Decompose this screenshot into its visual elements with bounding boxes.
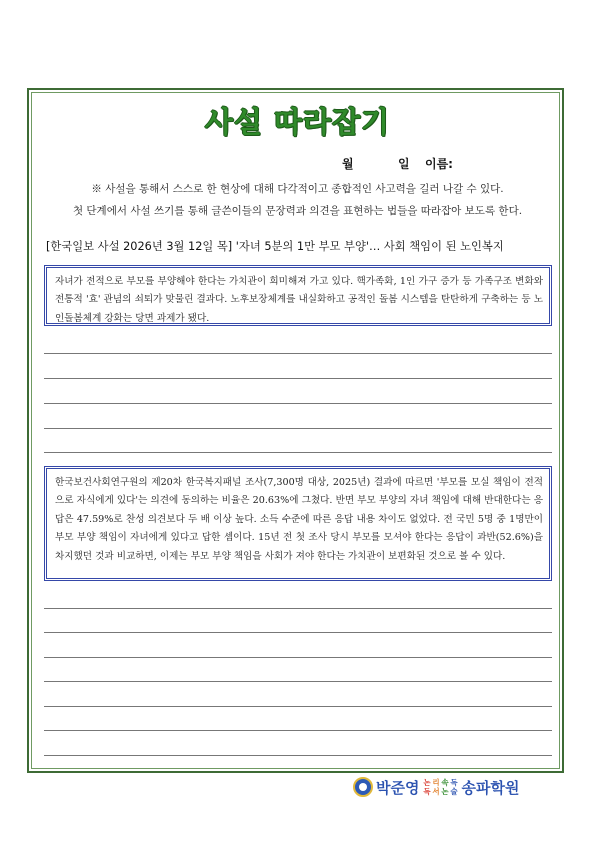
writing-line	[44, 755, 552, 756]
writing-line	[44, 706, 552, 707]
writing-line	[44, 428, 552, 429]
logo-tag-char: 리	[432, 778, 440, 787]
writing-line	[44, 608, 552, 609]
writing-line	[44, 353, 552, 354]
logo-tag-char: 독	[450, 778, 458, 787]
emblem-icon	[353, 777, 373, 797]
passage-text-1: 자녀가 전적으로 부모를 부양해야 한다는 가치관이 희미해져 가고 있다. 핵가족화, 1인 가구 증가 등 가족구조 변화와 전통적 '효' 관념의 쇠퇴가 맞물린 결과다. 노후보장체계를 내실화하고 공적인 돌봄 시스템을 탄탄하게 구축하는 등 노인돌봄체계 강화는 당면 과제가 됐다.	[55, 276, 543, 324]
passage-text-2: 한국보건사회연구원의 제20차 한국복지패널 조사(7,300명 대상, 2025년) 결과에 따르면 '부모를 모실 책임이 전적으로 자식에게 있다'는 의견에 동의하는 비율은 20.63%에 그쳤다. 반면 부모 부양의 자녀 책임에 대해 반대한다는 응답은 47.59%로 찬성 의견보다 두 배 이상 높다. 소득 수준에 따른 응답 내용 차이도 없었다. 전 국민 5명 중 1명만이 부모 부양 책임이 자녀에게 있다고 답한 셈이다. 15년 전 첫 조사 당시 부모를 모셔야 한다는 응답이 과반(52.6%)을 차지했던 것과 비교하면, 이제는 부모 부양 책임을 사회가 져야 한다는 가치관이 보편화된 것으로 볼 수 있다.	[55, 477, 543, 562]
logo-tagline	[422, 778, 458, 796]
logo-academy: 송파학원	[461, 778, 520, 797]
passage-box-2	[44, 466, 552, 581]
logo-tag-char: 서	[432, 787, 440, 796]
academy-logo	[353, 775, 519, 799]
page-title: 사설 따라잡기	[204, 105, 391, 139]
month-label: 월	[342, 157, 354, 171]
name-label: 이름:	[425, 157, 453, 171]
writing-line	[44, 632, 552, 633]
logo-tag-char: 논	[423, 778, 431, 787]
writing-line	[44, 452, 552, 453]
logo-tag-char: 논	[441, 787, 449, 796]
logo-tag-char: 독	[423, 787, 431, 796]
writing-line	[44, 657, 552, 658]
writing-line	[44, 681, 552, 682]
logo-tag-char: 속	[441, 778, 449, 787]
editorial-headline: [한국일보 사설 2026년 3월 12일 목] '자녀 5분의 1만 부모 부양'… 사회 책임이 된 노인복지	[46, 240, 504, 253]
notice-line-2: 첫 단계에서 사설 쓰기를 통해 글쓴이들의 문장력과 의견을 표현하는 법들을 따라잡아 보도록 한다.	[72, 205, 523, 217]
writing-line	[44, 403, 552, 404]
day-label: 일	[398, 157, 410, 171]
logo-name: 박준영	[376, 778, 420, 797]
logo-tag-char: 술	[450, 787, 458, 796]
passage-box-1	[44, 265, 552, 326]
notice-line-1: ※ 사설을 통해서 스스로 한 현상에 대해 다각적이고 종합적인 사고력을 길러 나갈 수 있다.	[91, 183, 504, 195]
writing-line	[44, 730, 552, 731]
writing-line	[44, 378, 552, 379]
